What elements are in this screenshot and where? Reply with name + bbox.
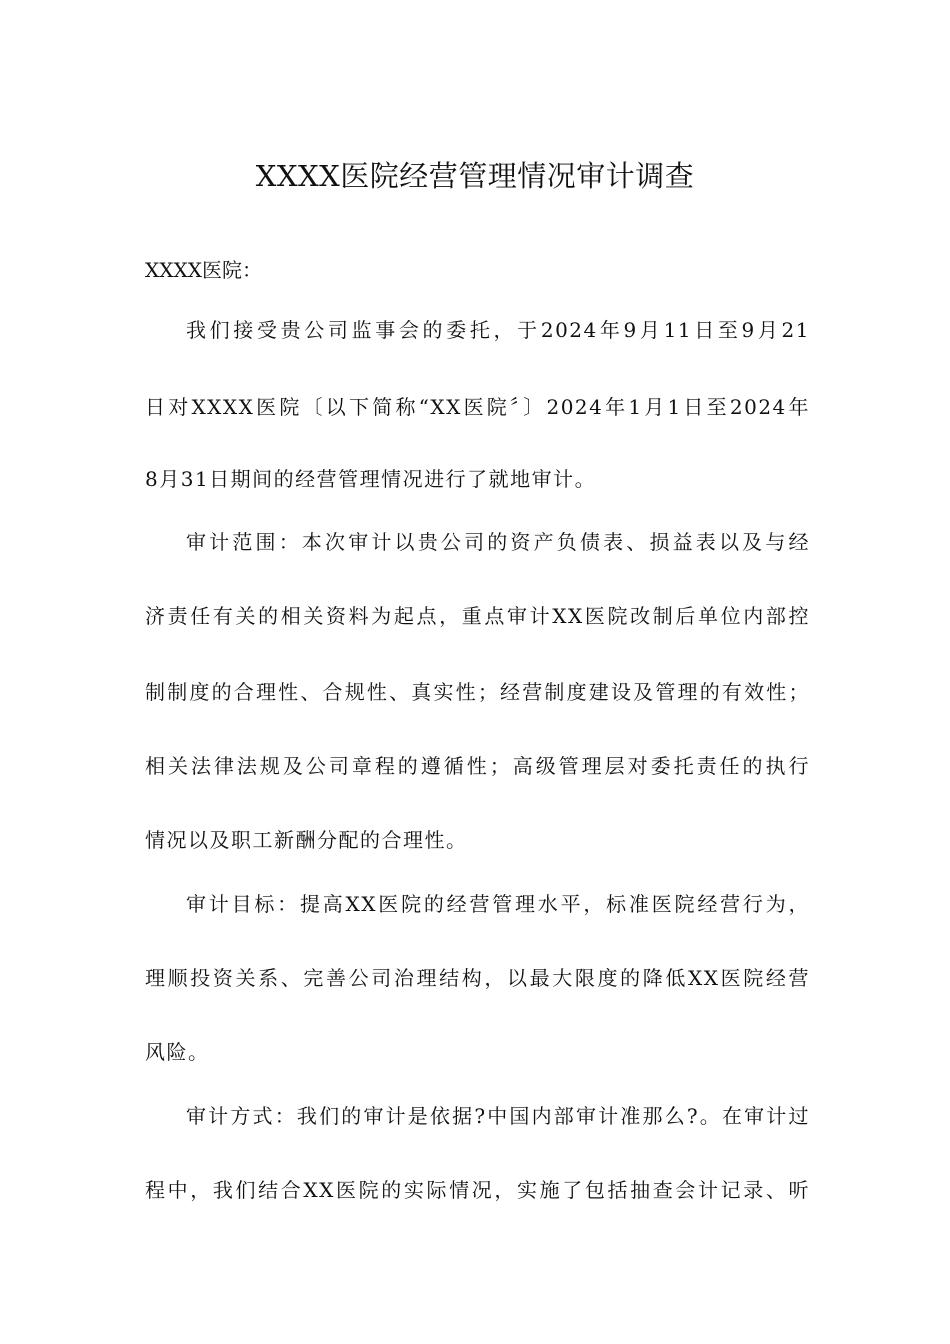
paragraph-line: 审计范围：本次审计以贵公司的资产负债表、损益表以及与经 — [186, 530, 810, 554]
paragraph-line: 审计方式：我们的审计是依据?中国内部审计准那么?。在审计过 — [186, 1104, 810, 1128]
paragraph-line: 程中，我们结合XX医院的实际情况，实施了包括抽查会计记录、听 — [145, 1178, 810, 1202]
document-title: XXXX医院经营管理情况审计调查 — [255, 159, 695, 193]
salutation: XXXX医院： — [145, 258, 262, 282]
paragraph-line: 制制度的合理性、合规性、真实性；经营制度建设及管理的有效性； — [145, 680, 810, 704]
paragraph-line: 济责任有关的相关资料为起点，重点审计XX医院改制后单位内部控 — [145, 604, 810, 628]
paragraph-line: 理顺投资关系、完善公司治理结构，以最大限度的降低XX医院经营 — [145, 966, 810, 990]
paragraph-line: 8月31日期间的经营管理情况进行了就地审计。 — [145, 467, 597, 491]
paragraph-line: 审计目标：提高XX医院的经营管理水平，标准医院经营行为， — [186, 892, 810, 916]
paragraph-line: 风险。 — [145, 1040, 210, 1064]
paragraph-line: 情况以及职工新酬分配的合理性。 — [145, 828, 468, 852]
paragraph-line: 日对XXXX医院〔以下简称“XX医院〞〕2024年1月1日至2024年 — [145, 395, 810, 419]
paragraph-line: 相关法律法规及公司章程的遵循性；高级管理层对委托责任的执行 — [145, 754, 810, 778]
paragraph-line: 我们接受贵公司监事会的委托，于2024年9月11日至9月21 — [186, 318, 810, 342]
